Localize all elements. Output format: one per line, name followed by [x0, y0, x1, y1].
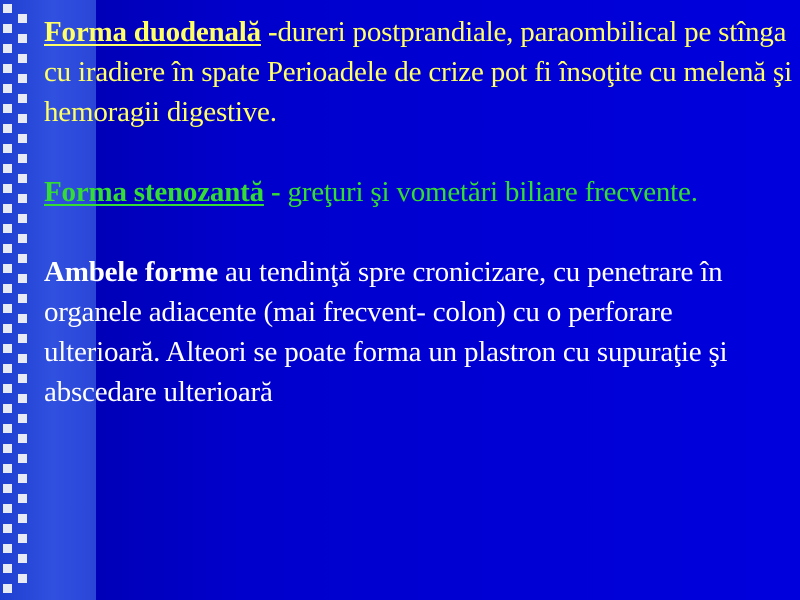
- stenosing-text: greţuri şi vometări biliare frecvente.: [287, 176, 698, 208]
- decorative-square: [3, 304, 12, 313]
- decorative-square: [18, 174, 27, 183]
- both-forms-text: au tendinţă spre cronicizare, cu penetrare în organele adiacente (mai frecvent- colon) cu o perforare ulterioară. Alteori se poate forma un plastron cu supuraţie şi abscedare ulterioară: [44, 256, 728, 408]
- decorative-square: [3, 444, 12, 453]
- decorative-square: [18, 454, 27, 463]
- decorative-square: [18, 434, 27, 443]
- decorative-square-column: [0, 0, 30, 600]
- decorative-square: [18, 294, 27, 303]
- decorative-square: [18, 574, 27, 583]
- decorative-square: [18, 134, 27, 143]
- stenosing-heading: Forma stenozantă: [44, 176, 264, 208]
- decorative-square: [18, 234, 27, 243]
- stenosing-separator: -: [263, 176, 288, 208]
- decorative-square: [3, 24, 12, 33]
- decorative-square: [18, 254, 27, 263]
- decorative-square: [3, 124, 12, 133]
- decorative-square: [3, 364, 12, 373]
- decorative-square: [3, 164, 12, 173]
- decorative-square: [3, 524, 12, 533]
- decorative-square: [3, 344, 12, 353]
- decorative-square: [3, 224, 12, 233]
- both-forms-paragraph: [44, 252, 794, 412]
- decorative-square: [3, 424, 12, 433]
- decorative-square: [3, 404, 12, 413]
- decorative-square: [3, 144, 12, 153]
- decorative-square: [3, 244, 12, 253]
- decorative-square: [18, 214, 27, 223]
- decorative-square: [18, 354, 27, 363]
- decorative-square: [3, 44, 12, 53]
- decorative-square: [3, 564, 12, 573]
- decorative-square: [3, 204, 12, 213]
- decorative-square: [18, 14, 27, 23]
- decorative-square: [18, 274, 27, 283]
- decorative-square: [18, 74, 27, 83]
- decorative-square: [18, 374, 27, 383]
- decorative-square: [18, 34, 27, 43]
- decorative-square: [3, 584, 12, 593]
- decorative-square: [3, 544, 12, 553]
- duodenal-heading: Forma duodenală: [44, 16, 261, 48]
- decorative-square: [18, 394, 27, 403]
- decorative-square: [3, 4, 12, 13]
- decorative-square: [3, 104, 12, 113]
- decorative-square: [3, 384, 12, 393]
- slide-content: [44, 12, 794, 412]
- decorative-square: [18, 94, 27, 103]
- decorative-square: [3, 264, 12, 273]
- duodenal-text: dureri postprandiale, paraombilical pe stînga cu iradiere în spate Perioadele de crize pot fi însoţite cu melenă şi hemoragii digestive.: [44, 16, 792, 128]
- decorative-square: [3, 84, 12, 93]
- decorative-square: [18, 194, 27, 203]
- decorative-square: [3, 284, 12, 293]
- decorative-square: [18, 554, 27, 563]
- decorative-square: [18, 534, 27, 543]
- decorative-square: [18, 334, 27, 343]
- decorative-square: [3, 64, 12, 73]
- decorative-square: [18, 154, 27, 163]
- decorative-square: [3, 484, 12, 493]
- decorative-square: [18, 494, 27, 503]
- decorative-square: [3, 184, 12, 193]
- paragraph-spacer: [44, 212, 794, 252]
- decorative-square: [3, 324, 12, 333]
- both-forms-lead: Ambele forme: [44, 256, 218, 288]
- decorative-square: [18, 314, 27, 323]
- paragraph-spacer: [44, 132, 794, 172]
- duodenal-separator: -: [260, 16, 278, 48]
- decorative-square: [18, 514, 27, 523]
- decorative-square: [18, 114, 27, 123]
- decorative-square: [18, 414, 27, 423]
- decorative-square: [18, 474, 27, 483]
- stenosing-paragraph: [44, 172, 794, 212]
- decorative-square: [18, 54, 27, 63]
- decorative-square: [3, 504, 12, 513]
- duodenal-paragraph: [44, 12, 794, 132]
- decorative-square: [3, 464, 12, 473]
